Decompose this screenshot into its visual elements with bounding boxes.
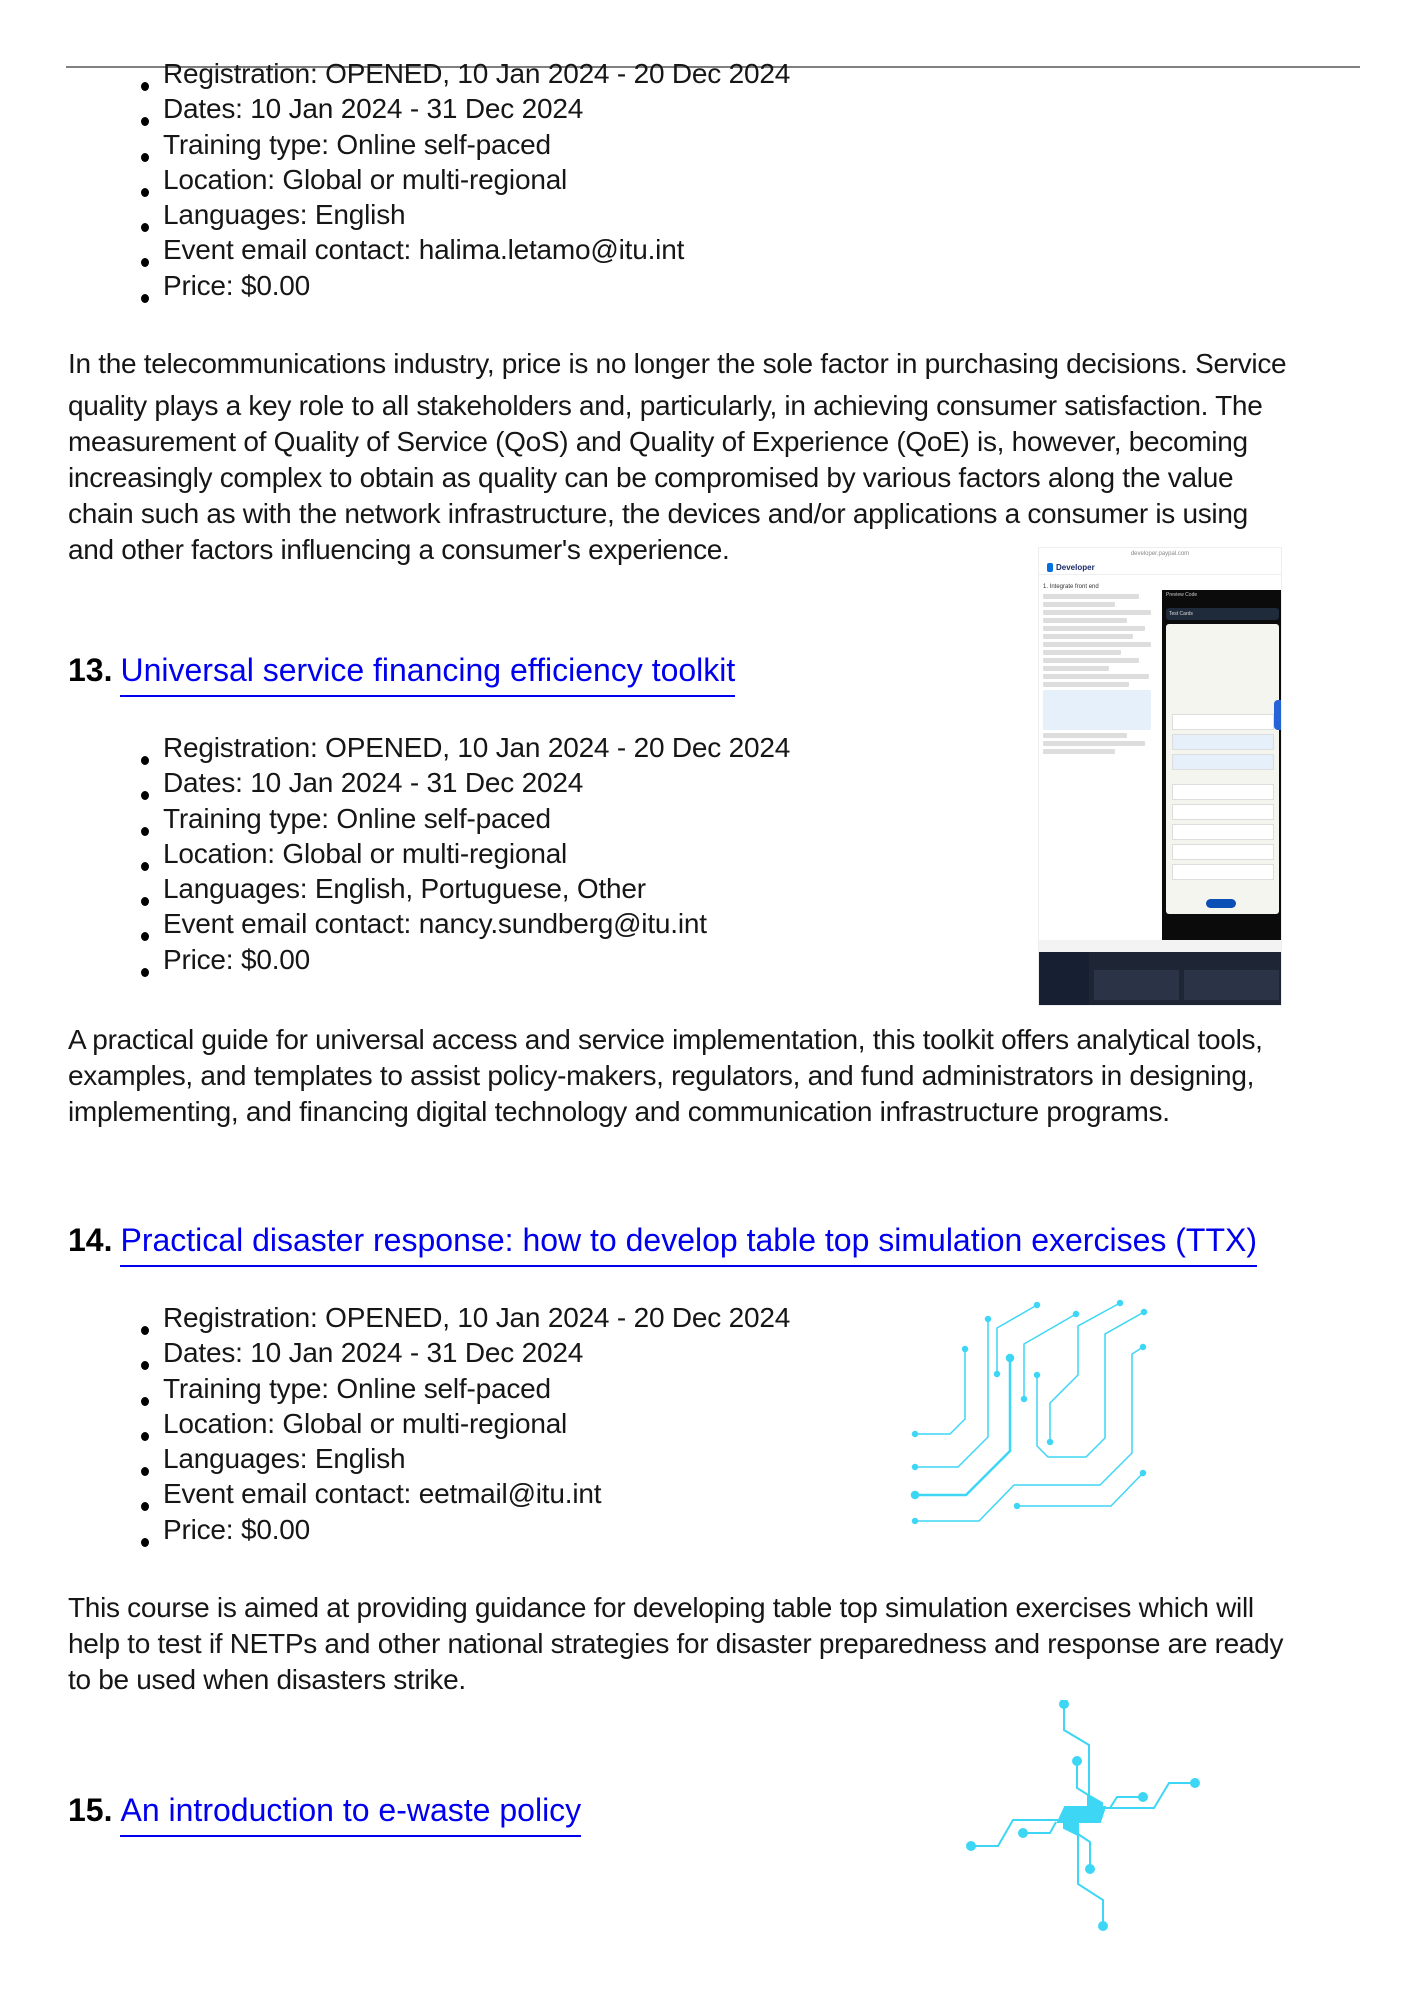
detail-location: Location: Global or multi-regional — [163, 1406, 790, 1441]
bullet-icon — [141, 1467, 149, 1476]
bullet-icon — [141, 968, 149, 977]
bullet-icon — [141, 1432, 149, 1441]
detail-training-type: Training type: Online self-paced — [163, 127, 790, 162]
bullet-icon — [141, 791, 149, 800]
bullet-icon — [141, 258, 149, 267]
bullet-icon — [141, 117, 149, 126]
detail-price: Price: $0.00 — [163, 942, 790, 977]
checkout-button — [1206, 899, 1236, 908]
detail-registration: Registration: OPENED, 10 Jan 2024 - 20 Dec 2024 — [163, 730, 790, 765]
course-details-list — [163, 1300, 790, 1547]
course-heading-15: 15. An introduction to e-waste policy — [68, 1792, 581, 1837]
api-panel — [1039, 940, 1282, 1006]
detail-email: Event email contact: nancy.sundberg@itu.int — [163, 906, 790, 941]
bullet-icon — [141, 1538, 149, 1547]
bullet-icon — [141, 756, 149, 765]
circuit-chip-icon — [960, 1700, 1230, 1960]
course-title-link[interactable]: An introduction to e-waste policy — [120, 1792, 581, 1837]
bullet-icon — [141, 1397, 149, 1406]
feedback-tab — [1274, 700, 1281, 730]
bullet-icon — [141, 932, 149, 941]
detail-dates: Dates: 10 Jan 2024 - 31 Dec 2024 — [163, 765, 790, 800]
bullet-icon — [141, 1326, 149, 1335]
bullet-icon — [141, 862, 149, 871]
detail-location: Location: Global or multi-regional — [163, 836, 790, 871]
detail-languages: Languages: English — [163, 1441, 790, 1476]
bullet-icon — [141, 1502, 149, 1511]
bullet-icon — [141, 897, 149, 906]
course-title-link[interactable]: Universal service financing efficiency toolkit — [120, 652, 735, 697]
detail-email: Event email contact: eetmail@itu.int — [163, 1476, 790, 1511]
detail-price: Price: $0.00 — [163, 1512, 790, 1547]
course-heading-14: 14. Practical disaster response: how to develop table top simulation exercises (TTX) — [68, 1222, 1257, 1267]
detail-email: Event email contact: halima.letamo@itu.int — [163, 232, 790, 267]
bullet-icon — [141, 82, 149, 91]
detail-location: Location: Global or multi-regional — [163, 162, 790, 197]
bullet-icon — [141, 1361, 149, 1370]
course-heading-13: 13. Universal service financing efficiency toolkit — [68, 652, 735, 697]
course-thumbnail-screenshot: developer.paypal.com Developer 1. Integrate front end Preview Code Test Cards — [1038, 547, 1282, 1006]
preview-panel: Preview Code Test Cards — [1162, 590, 1282, 940]
bullet-icon — [141, 188, 149, 197]
course-details-list — [163, 56, 790, 303]
bullet-icon — [141, 294, 149, 303]
detail-languages: Languages: English, Portuguese, Other — [163, 871, 790, 906]
detail-registration: Registration: OPENED, 10 Jan 2024 - 20 Dec 2024 — [163, 56, 790, 91]
detail-languages: Languages: English — [163, 197, 790, 232]
circuit-lines-icon — [900, 1290, 1180, 1550]
bullet-icon — [141, 153, 149, 162]
detail-price: Price: $0.00 — [163, 268, 790, 303]
bullet-icon — [141, 223, 149, 232]
course-title-link[interactable]: Practical disaster response: how to develop table top simulation exercises (TTX) — [120, 1222, 1257, 1267]
paypal-developer-logo: Developer — [1039, 560, 1281, 575]
bullet-icon — [141, 827, 149, 836]
course-description: In the telecommunications industry, price is no longer the sole factor in purchasing decisions. Service quality plays a key role to all stakeholders and, particularly, in achieving consumer satisfaction. The measurement of Quality of Service (QoS) and Quality of Experience (QoE) is, however, becoming increasingly complex to obtain as quality can be compromised by various factors along the value chain such as with the network infrastructure, the devices and/or applications a consumer is using and other factors influencing a consumer's experience. — [68, 348, 1287, 565]
detail-dates: Dates: 10 Jan 2024 - 31 Dec 2024 — [163, 91, 790, 126]
detail-registration: Registration: OPENED, 10 Jan 2024 - 20 Dec 2024 — [163, 1300, 790, 1335]
course-description: This course is aimed at providing guidance for developing table top simulation exercises which will help to test if NETPs and other national strategies for disaster preparedness and response are ready to be used when disasters strike. — [68, 1592, 1284, 1695]
detail-dates: Dates: 10 Jan 2024 - 31 Dec 2024 — [163, 1335, 790, 1370]
course-details-list — [163, 730, 790, 977]
checkout-form — [1166, 624, 1279, 914]
detail-training-type: Training type: Online self-paced — [163, 801, 790, 836]
doc-panel: 1. Integrate front end — [1043, 584, 1163, 757]
course-description: A practical guide for universal access and service implementation, this toolkit offers analytical tools, examples, and templates to assist policy-makers, regulators, and fund administrators in designing, implementing, and financing digital technology and communication infrastructure programs. — [68, 1024, 1263, 1127]
detail-training-type: Training type: Online self-paced — [163, 1371, 790, 1406]
